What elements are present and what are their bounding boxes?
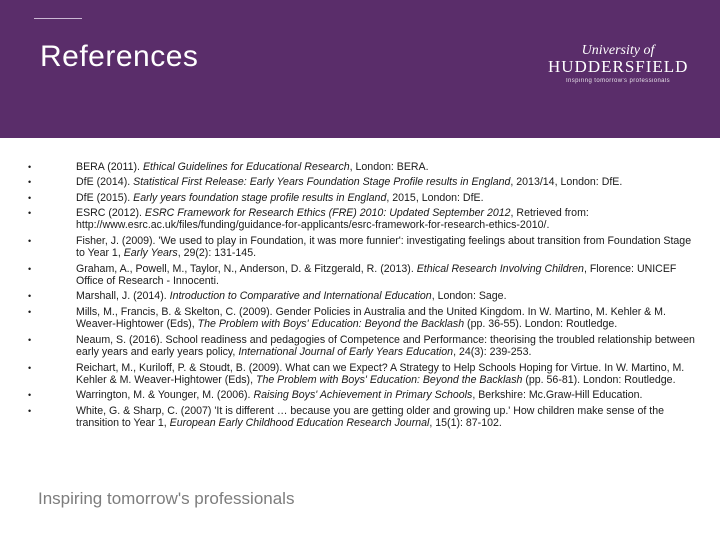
reference-title: Ethical Guidelines for Educational Research: [142, 161, 350, 173]
reference-segment: , 29(2): 131-145.: [177, 247, 257, 260]
reference-item: [28, 362, 700, 387]
reference-item: [28, 306, 700, 331]
reference-segment: Neaum, S. (2016). School readiness and pedagogies of Competence and Performance: theorising the troubled relationship between early years and early years policy,: [76, 333, 695, 359]
reference-text: [76, 389, 700, 402]
reference-text: [76, 362, 700, 387]
reference-text: [76, 290, 700, 303]
reference-segment: BERA (2011).: [76, 161, 143, 173]
logo-line2: HUDDERSFIELD: [548, 57, 689, 76]
reference-item: [28, 334, 700, 359]
reference-text: [76, 176, 700, 189]
bullet-icon: •: [28, 263, 32, 274]
reference-segment: , London: Sage.: [431, 290, 507, 303]
reference-segment: , Berkshire: Mc.Graw-Hill Education.: [472, 389, 643, 402]
page-title: References: [40, 40, 199, 73]
bullet-icon: •: [28, 405, 32, 416]
reference-segment: , 2015, London: DfE.: [386, 191, 484, 204]
logo-tagline: Inspiring tomorrow's professionals: [565, 78, 671, 84]
bullet-icon: •: [28, 362, 32, 373]
reference-item: [28, 389, 700, 402]
reference-segment: White, G. & Sharp, C. (2007) 'It is different … because you are getting older and growing up.' How children make sense of the transition to Year 1,: [76, 404, 664, 430]
reference-title: The Problem with Boys' Education: Beyond the Backlash: [197, 318, 465, 331]
reference-segment: , 24(3): 239-253.: [453, 346, 532, 359]
reference-segment: , Florence: UNICEF Office of Research - Innocenti.: [76, 262, 677, 288]
reference-text: [76, 161, 700, 174]
header-banner: [0, 0, 720, 138]
reference-segment: DfE (2015).: [76, 191, 134, 204]
reference-text: [76, 306, 700, 331]
reference-text: [76, 192, 700, 205]
reference-list: [28, 161, 700, 433]
reference-item: [28, 161, 700, 174]
reference-title: Raising Boys' Achievement in Primary Schools: [253, 389, 473, 402]
reference-segment: Mills, M., Francis, B. & Skelton, C. (2009). Gender Policies in Australia and the United Kingdom. In W. Martino, M. Kehler & M. Weaver-Hightower (Eds),: [76, 305, 666, 331]
bullet-icon: •: [28, 162, 32, 172]
reference-title: Early Years: [123, 247, 178, 260]
bullet-icon: •: [28, 192, 32, 203]
reference-title: Statistical First Release: Early Years Foundation Stage Profile results in England: [133, 176, 511, 189]
reference-segment: , 2013/14, London: DfE.: [510, 176, 623, 189]
reference-segment: (pp. 36-55). London: Routledge.: [464, 318, 618, 331]
reference-title: Introduction to Comparative and International Education: [169, 290, 432, 303]
reference-title: The Problem with Boys' Education: Beyond the Backlash: [255, 374, 523, 387]
reference-segment: Fisher, J. (2009). 'We used to play in Foundation, it was more funnier': investigating feelings about transition from Foundation Stage to Year 1,: [76, 234, 692, 260]
logo-line1: University of: [581, 43, 655, 58]
reference-item: [28, 207, 700, 232]
reference-segment: Graham, A., Powell, M., Taylor, N., Anderson, D. & Fitzgerald, R. (2013).: [76, 262, 417, 275]
reference-text: [76, 334, 700, 359]
reference-title: European Early Childhood Education Research Journal: [169, 417, 430, 430]
bullet-icon: •: [28, 306, 32, 317]
reference-item: [28, 290, 700, 303]
bullet-icon: •: [28, 177, 32, 188]
reference-text: [76, 405, 700, 430]
bullet-icon: •: [28, 207, 32, 218]
reference-item: [28, 405, 700, 430]
university-logo: [548, 44, 688, 86]
reference-title: ESRC Framework for Research Ethics (FRE) 2010: Updated September 2012: [144, 206, 511, 219]
bullet-icon: •: [28, 334, 32, 345]
reference-segment: Reichart, M., Kuriloff, P. & Stoudt, B. (2009). What can we Expect? A Strategy to Help Schools Hoping for Virtue. In W. Martino, M. Kehler & M. Weaver-Hightower (Eds),: [76, 361, 685, 387]
reference-text: [76, 235, 700, 260]
reference-segment: Warrington, M. & Younger, M. (2006).: [76, 389, 254, 402]
reference-item: [28, 263, 700, 288]
reference-item: [28, 176, 700, 189]
reference-segment: (pp. 56-81). London: Routledge.: [522, 374, 676, 387]
reference-title: Early years foundation stage profile results in England: [133, 191, 387, 204]
reference-segment: , 15(1): 87-102.: [429, 417, 502, 430]
reference-title: Ethical Research Involving Children: [416, 262, 584, 275]
reference-segment: , London: BERA.: [349, 161, 429, 173]
bullet-icon: •: [28, 390, 32, 401]
bullet-icon: •: [28, 291, 32, 302]
reference-segment: , Retrieved from: http://www.esrc.ac.uk/files/funding/guidance-for-applicants/esrc-framework-for-research-ethics-2010/.: [76, 206, 589, 232]
reference-text: [76, 263, 700, 288]
reference-segment: Marshall, J. (2014).: [76, 290, 170, 303]
reference-item: [28, 235, 700, 260]
header-divider: [34, 18, 82, 19]
bullet-icon: •: [28, 235, 32, 246]
footer-tagline: Inspiring tomorrow's professionals: [38, 489, 295, 508]
reference-title: International Journal of Early Years Education: [238, 346, 454, 359]
reference-segment: ESRC (2012).: [76, 206, 145, 219]
reference-text: [76, 207, 700, 232]
reference-segment: DfE (2014).: [76, 176, 134, 189]
reference-item: [28, 192, 700, 205]
